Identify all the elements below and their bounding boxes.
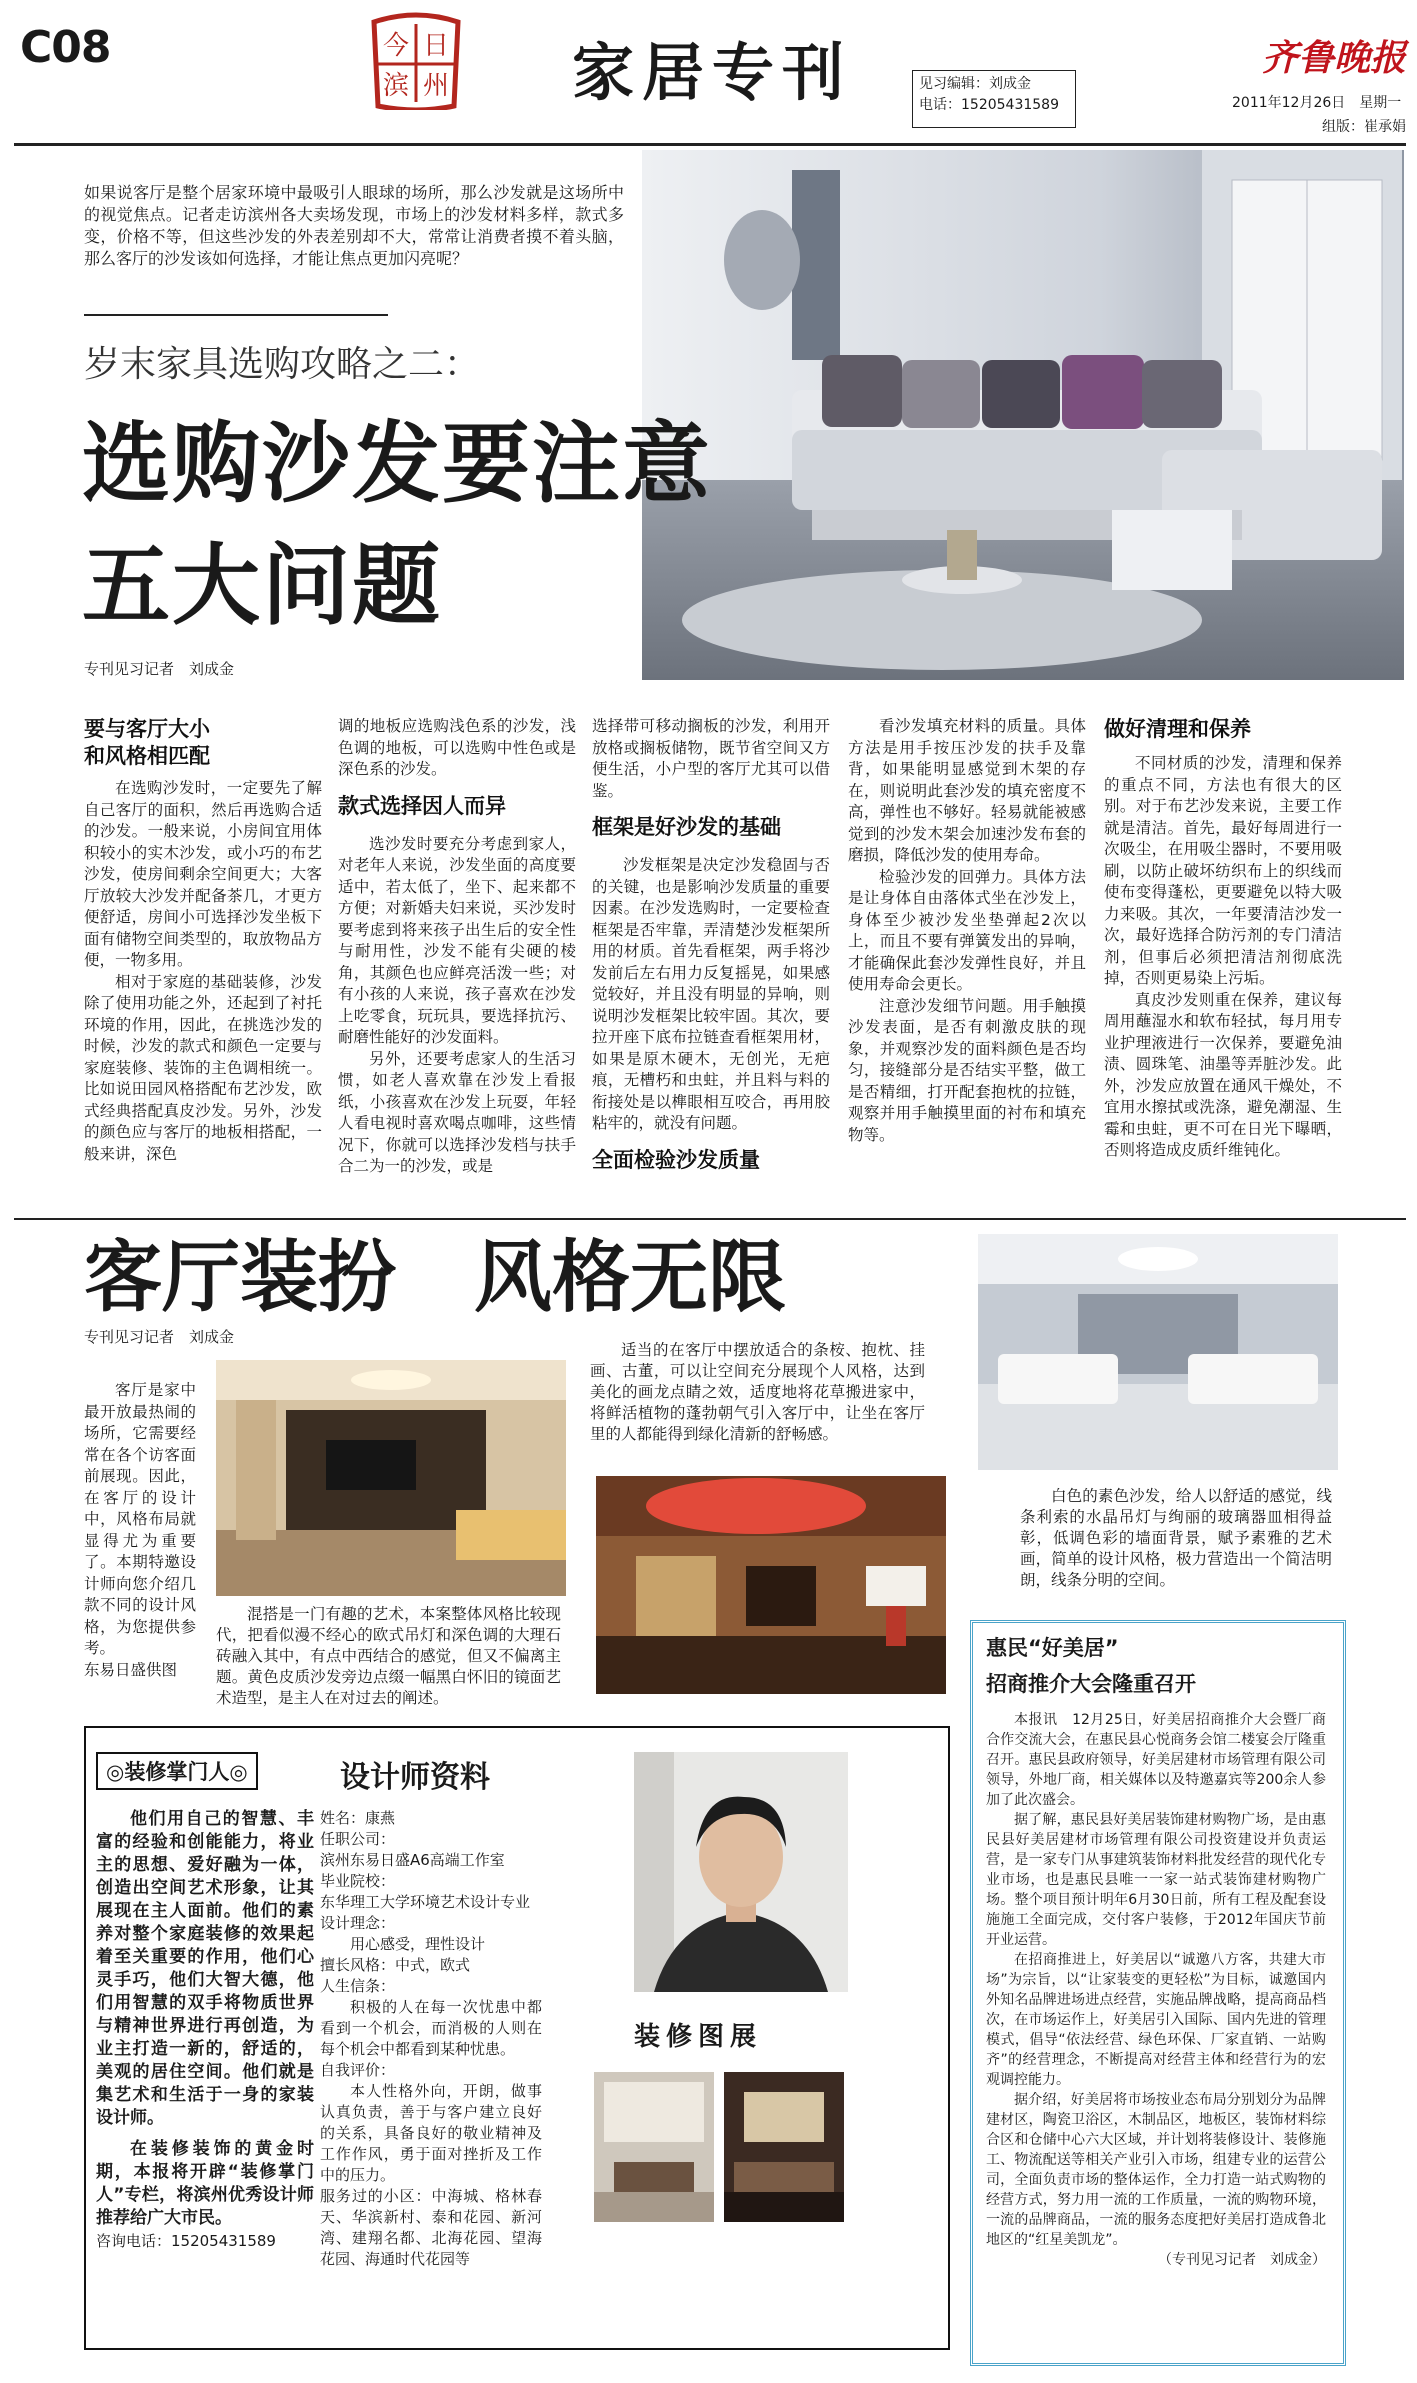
column-5 — [1104, 716, 1342, 1162]
paragraph: 在招商推进上，好美居以“诚邀八方客，共建大市场”为宗旨，以“让家装变的更轻松”为目标，诚邀国内外知名品牌进场进点经营，实施品牌战略，提高商品档次，在市场运作上，好美居引入国际、国内先进的管理模式，倡导“依法经营、绿色环保、厂家直销、一站购齐”的经营理念，不断提高对经营主体和经营行为的宏观调控能力。 — [986, 1952, 1326, 2088]
motto: 积极的人在每一次忧患中都看到一个机会，而消极的人则在每个机会中都看到某种忧患。 — [320, 1998, 542, 2058]
market-title-1: 惠民“好美居” — [986, 1636, 1119, 1660]
paragraph: 据介绍，好美居将市场按业态布局分别划分为品牌建材区，陶瓷卫浴区，木制品区，地板区，装饰材料综合区和仓储中心六大区域，并计划将装修设计、装修施工、物流配送等相关产业引入市场，组建专业的运营公司，全面负责市场的整体运作，全力打造一站式购物的经营方式，努力用一流的工作质量，一流的购物环境，一流的品牌商品，一流的服务态度把好美居打造成鲁北地区的“红星美凯龙”。 — [986, 2092, 1326, 2248]
paragraph: 另外，还要考虑家人的生活习惯，如老人喜欢靠在沙发上看报纸，小孩喜欢在沙发上玩耍，年轻人看电视时喜欢喝点咖啡，这些情况下，你就可以选择沙发档与扶手合二为一的沙发，或是 — [338, 1049, 576, 1175]
paragraph: 在装修装饰的黄金时期，本报将开辟“装修掌门人”专栏，将滨州优秀设计师推荐给广大市民。 — [96, 2139, 314, 2228]
paragraph: 检验沙发的回弹力。具体方法是让身体自由落体式坐在沙发上，身体至少被沙发坐垫弹起2次以上，而且不要有弹簧发出的异响，才能确保此套沙发弹性良好，并且使用寿命会更长。 — [848, 867, 1086, 993]
designer-title: 设计师资料 — [340, 1760, 490, 1795]
seal-char-4: 州 — [422, 71, 450, 101]
column-3 — [592, 716, 830, 1174]
editor-line: 见习编辑：刘成金 — [919, 76, 1031, 92]
sofa-hero-image — [642, 150, 1404, 680]
company-label: 任职公司： — [320, 1830, 396, 1848]
company: 滨州东易日盛A6高端工作室 — [320, 1851, 505, 1869]
kicker: 岁末家具选购攻略之二： — [84, 344, 481, 385]
seal-char-2: 日 — [422, 31, 450, 61]
market-byline: （专刊见习记者 刘成金） — [1158, 2252, 1326, 2268]
paragraph: 注意沙发细节问题。用手触摸沙发表面，是否有刺激皮肤的现象，并观察沙发的面料颜色是否均匀，接缝部分是否结实平整，做工是否精细，打开配套抱枕的拉链，观察并用手触摸里面的衬布和填充物等。 — [848, 996, 1086, 1144]
section-divider — [14, 1218, 1406, 1220]
subhead-style: 款式选择因人而异 — [338, 793, 506, 818]
motto-label: 人生信条： — [320, 1977, 396, 1995]
kicker-rule — [84, 314, 388, 316]
school-label: 毕业院校： — [320, 1872, 396, 1890]
seal-char-1: 今 — [382, 31, 410, 61]
gallery-photo-1 — [594, 2072, 714, 2222]
photo-credit: 东易日盛供图 — [84, 1660, 178, 1679]
column-tag: ◎装修掌门人◎ — [96, 1752, 258, 1790]
subhead-frame: 框架是好沙发的基础 — [592, 815, 781, 839]
section-title: 家居专刊 — [572, 36, 853, 109]
editor-box — [912, 70, 1076, 128]
caption-1: 混搭是一门有趣的艺术，本案整体风格比较现代，把看似漫不经心的欧式吊灯和深色调的大理石砖融入其中，有点中西结合的感觉，但又不偏离主题。黄色皮质沙发旁边点缀一幅黑白怀旧的镜面艺术造型，是主人在对过去的阐述。 — [216, 1605, 561, 1707]
headline-living-room: 客厅装扮 风格无限 — [84, 1233, 787, 1323]
masthead-rule — [14, 143, 1406, 146]
style: 擅长风格：中式，欧式 — [320, 1956, 471, 1974]
intro-text: 如果说客厅是整个居家环境中最吸引人眼球的场所，那么沙发就是这场所中的视觉焦点。记者走访滨州各大卖场发现，市场上的沙发材料多样，款式多变，价格不等，但这些沙发的外表差别却不大，常常让消费者摸不着头脑，那么客厅的沙发该如何选择，才能让焦点更加闪亮呢？ — [84, 183, 624, 268]
headline-line-2: 五大问题 — [82, 534, 443, 637]
living-room-photo-3 — [978, 1234, 1338, 1470]
paragraph: 真皮沙发则重在保养，建议每周用蘸湿水和软布轻拭，每月用专业护理液进行一次保养，要避免油渍、圆珠笔、油墨等弄脏沙发。此外，沙发应放置在通风干燥处，不宜用水擦拭或洗涤，避免潮湿、生霉和虫蛀，更不可在日光下曝晒，否则将造成皮质纤维钝化。 — [1104, 990, 1342, 1159]
caption-2: 适当的在客厅中摆放适合的条桉、抱枕、挂画、古董，可以让空间充分展现个人风格，达到美化的画龙点睛之效，适度地将花草搬进家中，将鲜活植物的蓬勃朝气引入客厅中，让坐在客厅里的人都能得到绿化清新的舒畅感。 — [590, 1341, 925, 1443]
gallery-title: 装修图展 — [634, 2022, 763, 2052]
column-1 — [84, 716, 322, 1165]
market-news — [986, 1634, 1326, 2270]
market-title-2: 招商推介大会隆重召开 — [986, 1672, 1196, 1696]
date-line: 2011年12月26日 星期一 — [1232, 95, 1402, 111]
eval-label: 自我评价： — [320, 2061, 396, 2079]
byline: 专刊见习记者 刘成金 — [84, 660, 235, 678]
intro-text: 客厅是家中最开放最热闹的场所，它需要经常在各个访客面前展现。因此，在客厅的设计中，风格布局就显得尤为重要了。本期特邀设计师向您介绍几款不同的设计风格，为您提供参考。 — [84, 1381, 196, 1657]
paragraph: 他们用自己的智慧、丰富的经验和创能能力，将业主的思想、爱好融为一体，创造出空间艺术形象，让其展现在主人面前。他们的素养对整个家庭装修的效果起着至关重要的作用，他们心灵手巧，他们大智大德，他们用智慧的双手将物质世界与精神世界进行再创造，为业主打造一新的，舒适的，美观的居住空间。他们就是集艺术和生活于一身的家装设计师。 — [96, 1809, 314, 2128]
paragraph: 在选购沙发时，一定要先了解自己客厅的面积，然后再选购合适的沙发。一般来说，小房间宜用体积较小的实木沙发，或小巧的布艺沙发，使房间剩余空间更大；大客厅放较大沙发并配备茶几，才更方便舒适，房间小可选择沙发坐板下面有储物空间类型的，取放物品方便，一物多用。 — [84, 779, 322, 969]
service-areas: 服务过的小区：中海城、格林春天、华滨新村、泰和花园、新河湾、建翔名都、北海花园、望海花园、海通时代花园等 — [320, 2187, 542, 2268]
subhead-quality: 全面检验沙发质量 — [592, 1147, 760, 1172]
school: 东华理工大学环境艺术设计专业 — [320, 1893, 531, 1911]
consult-phone: 咨询电话：15205431589 — [96, 2232, 276, 2250]
gallery-photo-2 — [724, 2072, 844, 2222]
seal-logo — [368, 10, 464, 110]
living-room-photo-2 — [596, 1476, 946, 1694]
designer-profile — [320, 1808, 542, 2270]
designer-portrait — [634, 1752, 848, 1992]
paper-name: 齐鲁晚报 — [1262, 37, 1407, 79]
seal-char-3: 滨 — [382, 71, 410, 101]
paragraph: 本报讯 12月25日，好美居招商推介大会暨厂商合作交流大会，在惠民县心悦商务会馆二楼宴会厅隆重召开。惠民县政府领导，好美居建材市场管理有限公司领导，外地厂商，相关媒体以及特邀嘉宾等200余人参加了此次盛会。 — [986, 1712, 1326, 1808]
paragraph: 选沙发时要充分考虑到家人，对老年人来说，沙发坐面的高度要适中，若太低了，坐下、起来都不方便；对新婚夫妇来说，买沙发时要考虑到将来孩子出生后的安全性与耐用性，沙发不能有尖硬的棱角，其颜色也应鲜亮活泼一些；对有小孩的人来说，孩子喜欢在沙发上吃零食，玩玩具，要选择抗污、耐磨性能好的沙发面料。 — [338, 834, 576, 1046]
column-2 — [338, 716, 576, 1178]
eval: 本人性格外向，开朗，做事认真负责，善于与客户建立良好的关系，具备良好的敬业精神及工作作风，勇于面对挫折及工作中的压力。 — [320, 2082, 542, 2184]
paragraph: 相对于家庭的基础装修，沙发除了使用功能之外，还起到了衬托环境的作用，因此，在挑选沙发的时候，沙发的款式和颜色一定要与家庭装修、装饰的主色调相统一。比如说田园风格搭配布艺沙发，欧式经典搭配真皮沙发。另外，沙发的颜色应与客厅的地板相搭配，一般来讲，深色 — [84, 972, 322, 1163]
paragraph: 看沙发填充材料的质量。具体方法是用手按压沙发的扶手及靠背，如果能明显感觉到木架的存在，则说明此套沙发的填充密度不高，弹性也不够好。轻易就能被感觉到的沙发木架会加速沙发布套的磨损，降低沙发的使用寿命。 — [848, 717, 1086, 864]
concept-label: 设计理念： — [320, 1914, 396, 1932]
paragraph: 调的地板应选购浅色系的沙发，浅色调的地板，可以选购中性色或是深色系的沙发。 — [338, 717, 576, 778]
decor-leader-column — [96, 1752, 314, 2252]
concept: 用心感受，理性设计 — [350, 1935, 486, 1953]
subhead-maintenance: 做好清理和保养 — [1104, 717, 1251, 741]
phone-line: 电话：15205431589 — [919, 97, 1059, 113]
caption-3: 白色的素色沙发，给人以舒适的感觉，线条利索的水晶吊灯与绚丽的玻璃器皿相得益彰，低调色彩的墙面背景，赋予素雅的艺术画，简单的设计风格，极力营造出一个简洁明朗，线条分明的空间。 — [1020, 1487, 1332, 1589]
paragraph: 不同材质的沙发，清理和保养的重点不同，方法也有很大的区别。对于布艺沙发来说，主要工作就是清洁。首先，最好每周进行一次吸尘，在用吸尘器时，不要用吸刷，以防止破坏纺织布上的织线而使布变得蓬松，更要避免以特大吸力来吸。其次，一年要清洁沙发一次，最好选择合防污剂的专门清洁剂，但事后必须把清洁剂彻底洗掉，否则更易染上污垢。 — [1104, 754, 1342, 987]
headline-line-1: 选购沙发要注意 — [82, 412, 713, 515]
living-room-photo-1 — [216, 1360, 566, 1596]
designer-name: 姓名：康燕 — [320, 1809, 396, 1827]
living-room-intro — [84, 1380, 196, 1681]
subhead-size: 要与客厅大小 和风格相匹配 — [84, 717, 210, 768]
column-4 — [848, 716, 1086, 1146]
paragraph: 选择带可移动搁板的沙发，利用开放格或搁板储物，既节省空间又方便生活，小户型的客厅尤其可以借鉴。 — [592, 717, 830, 800]
paragraph: 沙发框架是决定沙发稳固与否的关键，也是影响沙发质量的重要因素。在沙发选购时，一定要检查框架是否牢靠，弄清楚沙发框架所用的材质。首先看框架，两手将沙发前后左右用力反复摇晃，如果感觉较好，并且没有明显的异响，则说明沙发框架比较牢固。其次，要拉开座下底布拉链查看框架用材，如果是原木硬木，无创光，无疤痕，无槽朽和虫蛀，并且料与料的衔接处是以榫眼相互咬合，再用胶粘牢的，就没有问题。 — [592, 856, 830, 1132]
paragraph: 据了解，惠民县好美居装饰建材购物广场，是由惠民县好美居建材市场管理有限公司投资建设并负责运营，是一家专门从事建筑装饰材料批发经营的现代化专业市场，也是惠民县唯一一家一站式装饰建材购物广场。整个项目预计明年6月30日前，所有工程及配套设施施工全面完成，交付客户装修，于2012年国庆节前开业运营。 — [986, 1812, 1326, 1948]
page-code: C08 — [20, 22, 111, 73]
layout-line: 组版：崔承娟 — [1322, 119, 1406, 135]
byline: 专刊见习记者 刘成金 — [84, 1328, 235, 1346]
